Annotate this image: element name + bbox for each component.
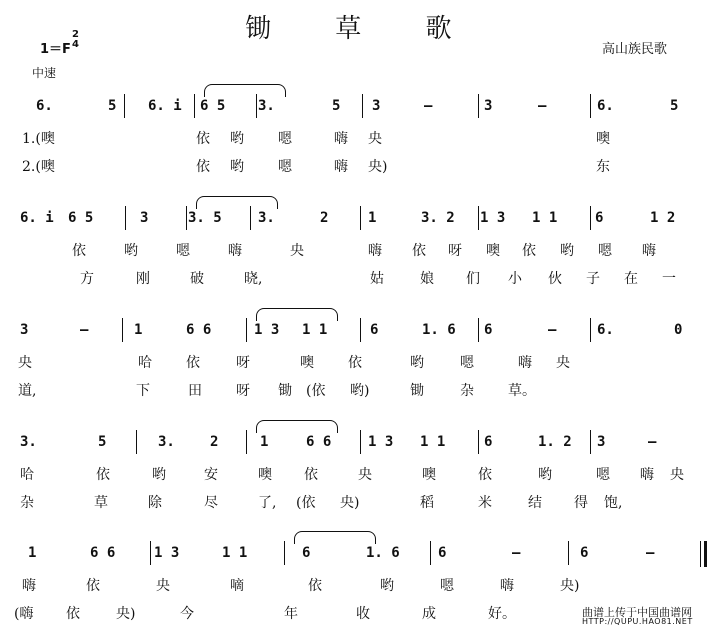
lyric-verse-2: 破: [190, 271, 204, 287]
lyric-verse-1: 央: [156, 578, 170, 594]
note: 5: [332, 98, 341, 114]
note: 6.: [597, 98, 614, 114]
note: 6 6: [186, 322, 212, 338]
note: 1: [260, 434, 269, 450]
lyric-verse-2: 东: [596, 159, 610, 175]
note: 3. 5: [188, 210, 222, 226]
barline: [186, 206, 187, 230]
meter-top: 2: [72, 29, 79, 40]
tempo-marking: 中速: [32, 66, 57, 80]
lyric-verse-2: 今: [180, 606, 194, 622]
note: –: [648, 434, 657, 450]
note: 3.: [258, 210, 275, 226]
song-source: 高山族民歌: [602, 42, 668, 57]
lyric-verse-2: 道,: [18, 383, 37, 399]
lyric-verse-2: (依: [296, 495, 316, 511]
final-barline-thin: [700, 541, 701, 567]
lyric-verse-1: 嗯: [278, 131, 292, 147]
note: –: [548, 322, 557, 338]
key-signature: 1＝F: [40, 42, 71, 57]
lyric-verse-2: 除: [148, 495, 162, 511]
lyric-verse-2: 得: [574, 495, 588, 511]
lyric-verse-2: 好。: [488, 606, 516, 622]
footer-credit: 曲谱上传于中国曲谱网: [582, 606, 692, 619]
lyric-verse-1: 嗨: [368, 243, 382, 259]
lyric-verse-2: 田: [188, 383, 202, 399]
note: 3: [597, 434, 606, 450]
note: 1 3: [154, 545, 180, 561]
note: 0: [674, 322, 683, 338]
lyric-verse-1: 依: [522, 243, 536, 259]
lyric-verse-1: 依: [308, 578, 322, 594]
slur: [294, 531, 376, 544]
lyric-verse-2: 2.(噢: [22, 159, 55, 175]
slur: [196, 196, 278, 209]
lyric-verse-1: 依: [304, 467, 318, 483]
note: 5: [108, 98, 117, 114]
lyric-verse-1: 噢: [422, 467, 436, 483]
lyric-verse-2: 杂: [20, 495, 34, 511]
lyric-verse-2: 饱,: [604, 495, 623, 511]
lyric-verse-2: 锄: [278, 383, 292, 399]
lyric-verse-2: 哟: [230, 159, 244, 175]
note: 6. i: [148, 98, 182, 114]
barline: [362, 94, 363, 118]
lyric-verse-1: 嗯: [176, 243, 190, 259]
lyric-verse-1: 嗨: [518, 355, 532, 371]
barline: [478, 430, 479, 454]
barline: [246, 318, 247, 342]
lyric-verse-1: 呀: [448, 243, 462, 259]
note: 1. 6: [422, 322, 456, 338]
lyric-verse-2: 娘: [420, 271, 434, 287]
lyric-verse-2: 央): [340, 495, 360, 511]
lyric-verse-2: (嗨: [14, 606, 34, 622]
lyric-verse-2: 姑: [370, 271, 384, 287]
note: 6: [438, 545, 447, 561]
barline: [360, 206, 361, 230]
lyric-verse-1: 嗨: [640, 467, 654, 483]
lyric-verse-2: 了,: [258, 495, 277, 511]
lyric-verse-1: 呀: [236, 355, 250, 371]
lyric-verse-1: 哟: [538, 467, 552, 483]
barline: [246, 430, 247, 454]
lyric-verse-1: 哈: [138, 355, 152, 371]
lyric-verse-1: 嗯: [440, 578, 454, 594]
lyric-verse-1: 央: [290, 243, 304, 259]
note: 6: [484, 322, 493, 338]
note: 1. 2: [538, 434, 572, 450]
lyric-verse-2: 下: [136, 383, 150, 399]
barline: [590, 318, 591, 342]
lyric-verse-1: 哟: [410, 355, 424, 371]
lyric-verse-1: 噢: [258, 467, 272, 483]
lyric-verse-1: 哟: [380, 578, 394, 594]
barline: [478, 206, 479, 230]
barline: [590, 206, 591, 230]
lyric-verse-2: 结: [528, 495, 542, 511]
lyric-verse-2: 呀: [236, 383, 250, 399]
note: 3: [484, 98, 493, 114]
lyric-verse-1: 依: [196, 131, 210, 147]
lyric-verse-1: 央: [556, 355, 570, 371]
barline: [194, 94, 195, 118]
note: 1 1: [532, 210, 558, 226]
lyric-verse-1: 嗨: [334, 131, 348, 147]
note: 3.: [258, 98, 275, 114]
lyric-verse-2: 伙: [548, 271, 562, 287]
note: 6: [580, 545, 589, 561]
lyric-verse-2: 央): [116, 606, 136, 622]
note: 6: [595, 210, 604, 226]
lyric-verse-2: 成: [422, 606, 436, 622]
lyric-verse-2: 锄: [410, 383, 424, 399]
barline: [590, 430, 591, 454]
barline: [136, 430, 137, 454]
note: 2: [320, 210, 329, 226]
lyric-verse-2: 米: [478, 495, 492, 511]
note: 5: [98, 434, 107, 450]
note: –: [80, 322, 89, 338]
lyric-verse-2: 尽: [204, 495, 218, 511]
barline: [125, 206, 126, 230]
note: 6 6: [306, 434, 332, 450]
lyric-verse-2: 晓,: [244, 271, 263, 287]
note: 1 2: [650, 210, 676, 226]
note: 6: [370, 322, 379, 338]
note: 6.: [36, 98, 53, 114]
lyric-verse-1: 依: [412, 243, 426, 259]
lyric-verse-1: 依: [478, 467, 492, 483]
note: 6.: [597, 322, 614, 338]
barline: [360, 430, 361, 454]
time-signature: [72, 30, 79, 50]
lyric-verse-2: 嗯: [278, 159, 292, 175]
note: 3.: [158, 434, 175, 450]
lyric-verse-2: 草: [94, 495, 108, 511]
barline: [568, 541, 569, 565]
lyric-verse-1: 嗯: [598, 243, 612, 259]
meter-bottom: 4: [72, 39, 79, 50]
lyric-verse-2: 们: [466, 271, 480, 287]
note: 6 6: [90, 545, 116, 561]
lyric-verse-2: 依: [66, 606, 80, 622]
lyric-verse-2: 依: [196, 159, 210, 175]
note: 1. 6: [366, 545, 400, 561]
barline: [256, 94, 257, 118]
song-title: 锄 草 歌: [245, 14, 480, 44]
lyric-verse-2: 杂: [460, 383, 474, 399]
barline: [478, 94, 479, 118]
lyric-verse-1: 央: [18, 355, 32, 371]
lyric-verse-2: (依: [306, 383, 326, 399]
lyric-verse-1: 哟: [560, 243, 574, 259]
lyric-verse-2: 刚: [136, 271, 150, 287]
barline: [124, 94, 125, 118]
note: 3. 2: [421, 210, 455, 226]
lyric-verse-2: 收: [356, 606, 370, 622]
barline: [250, 206, 251, 230]
barline: [122, 318, 123, 342]
slur: [204, 84, 286, 97]
lyric-verse-2: 子: [586, 271, 600, 287]
note: 1 1: [420, 434, 446, 450]
note: 1 3: [254, 322, 280, 338]
lyric-verse-2: 稻: [420, 495, 434, 511]
slur: [256, 420, 338, 433]
lyric-verse-1: 嗨: [500, 578, 514, 594]
barline: [360, 318, 361, 342]
slur: [256, 308, 338, 321]
lyric-verse-1: 嗯: [596, 467, 610, 483]
note: 6: [302, 545, 311, 561]
lyric-verse-1: 央: [670, 467, 684, 483]
note: 1 1: [222, 545, 248, 561]
lyric-verse-1: 依: [186, 355, 200, 371]
note: 6. i: [20, 210, 54, 226]
lyric-verse-2: 在: [624, 271, 638, 287]
lyric-verse-1: 央: [358, 467, 372, 483]
note: 6: [484, 434, 493, 450]
lyric-verse-1: 哟: [230, 131, 244, 147]
lyric-verse-1: 嗨: [642, 243, 656, 259]
note: 6 5: [200, 98, 226, 114]
lyric-verse-1: 哈: [20, 467, 34, 483]
note: 6 5: [68, 210, 94, 226]
lyric-verse-1: 依: [96, 467, 110, 483]
lyric-verse-1: 央): [560, 578, 580, 594]
lyric-verse-1: 噢: [596, 131, 610, 147]
lyric-verse-2: 草。: [508, 383, 536, 399]
note: 1: [134, 322, 143, 338]
note: –: [512, 545, 521, 561]
lyric-verse-2: 央): [368, 159, 388, 175]
lyric-verse-1: 央: [368, 131, 382, 147]
lyric-verse-1: 嘀: [230, 578, 244, 594]
lyric-verse-2: 小: [508, 271, 522, 287]
note: 3: [20, 322, 29, 338]
note: 3.: [20, 434, 37, 450]
lyric-verse-1: 1.(噢: [22, 131, 55, 147]
lyric-verse-1: 嗯: [460, 355, 474, 371]
lyric-verse-2: 年: [284, 606, 298, 622]
note: 1 1: [302, 322, 328, 338]
barline: [284, 541, 285, 565]
lyric-verse-2: 方: [80, 271, 94, 287]
barline: [150, 541, 151, 565]
barline: [430, 541, 431, 565]
lyric-verse-1: 噢: [486, 243, 500, 259]
note: 1 3: [368, 434, 394, 450]
barline: [590, 94, 591, 118]
barline: [478, 318, 479, 342]
lyric-verse-1: 安: [204, 467, 218, 483]
note: –: [646, 545, 655, 561]
lyric-verse-1: 依: [86, 578, 100, 594]
note: 1: [28, 545, 37, 561]
final-barline-thick: [704, 541, 707, 567]
lyric-verse-1: 依: [72, 243, 86, 259]
lyric-verse-1: 哟: [124, 243, 138, 259]
note: 3: [372, 98, 381, 114]
note: –: [424, 98, 433, 114]
footer-url: HTTP://QUPU.HAO81.NET: [582, 617, 693, 626]
lyric-verse-1: 噢: [300, 355, 314, 371]
lyric-verse-2: 一: [662, 271, 676, 287]
note: –: [538, 98, 547, 114]
note: 1: [368, 210, 377, 226]
lyric-verse-1: 依: [348, 355, 362, 371]
lyric-verse-1: 嗨: [228, 243, 242, 259]
note: 2: [210, 434, 219, 450]
lyric-verse-2: 哟): [350, 383, 370, 399]
lyric-verse-1: 哟: [152, 467, 166, 483]
lyric-verse-2: 嗨: [334, 159, 348, 175]
note: 3: [140, 210, 149, 226]
note: 1 3: [480, 210, 506, 226]
lyric-verse-1: 嗨: [22, 578, 36, 594]
note: 5: [670, 98, 679, 114]
